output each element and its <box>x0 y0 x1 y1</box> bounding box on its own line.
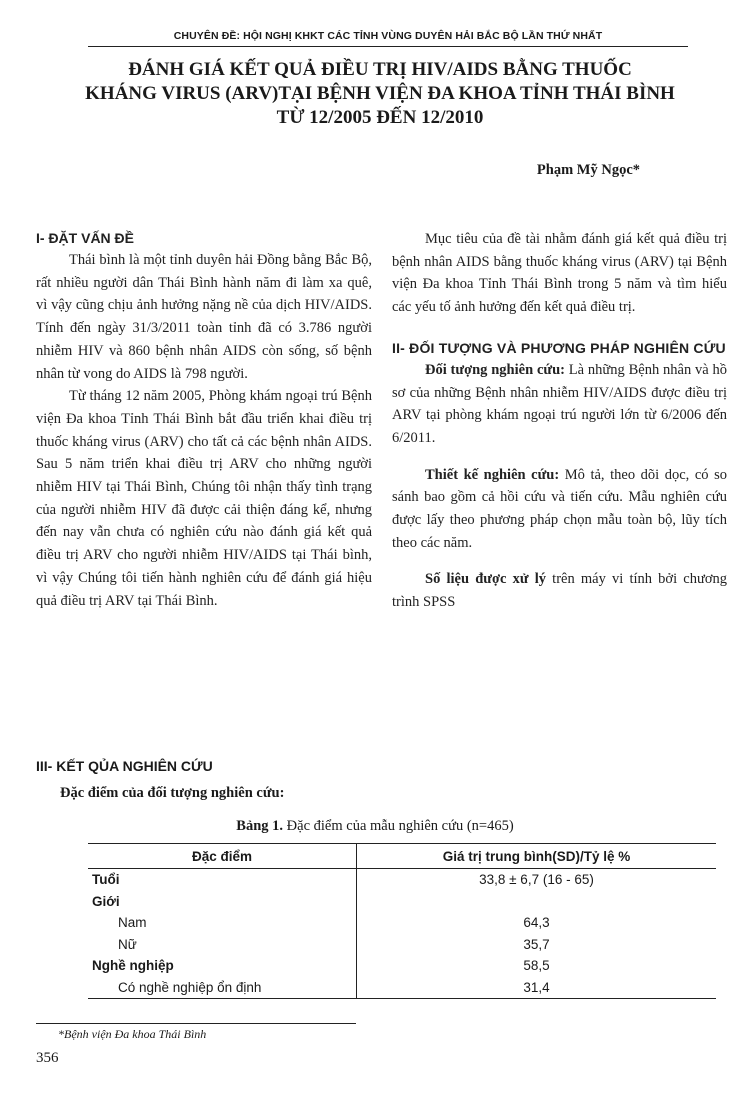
section-heading-methods: II- ĐỐI TƯỢNG VÀ PHƯƠNG PHÁP NGHIÊN CỨU <box>392 339 726 356</box>
author: Phạm Mỹ Ngọc* <box>536 162 640 178</box>
right-column <box>392 228 727 614</box>
table-cell-label: Giới <box>88 891 357 913</box>
intro-paragraph-1: Thái bình là một tỉnh duyên hải Đồng bằng Bắc Bộ, rất nhiều người dân Thái Bình hành năm đi làm xa quê, vì vậy cũng chịu ảnh hưởng nặng nề của dịch HIV/AIDS. Tính đến ngày 31/3/2011 toàn tỉnh đã có 3.786 người nhiễm HIV và 860 bệnh nhân AIDS còn sống, số bệnh nhân từ vong do AIDS là 798 người. <box>36 252 372 382</box>
table-row <box>88 891 716 913</box>
intro-paragraph-2: Từ tháng 12 năm 2005, Phòng khám ngoại trú Bệnh viện Đa khoa Tỉnh Thái Bình bắt đầu triển khai điều trị thuốc kháng virus (ARV) cho tất cả các bệnh nhân AIDS. Sau 5 năm triển khai điều trị ARV cho những người nhiễm HIV tại Thái Bình, Chúng tôi nhận thấy tình trạng của người nhiễm HIV đã được cải thiện đáng kể, nhưng đến nay vẫn chưa có nghiên cứu nào đánh giá kết quả điều trị ARV cho người nhiễm HIV/AIDS tại Thái bình, vì vậy Chúng tôi tiến hành nghiên cứu để đánh giá hiệu quả điều trị ARV tại Thái Bình. <box>36 388 372 609</box>
title-line-1: ĐÁNH GIÁ KẾT QUẢ ĐIỀU TRỊ HIV/AIDS BẰNG THUỐC <box>128 59 632 80</box>
subjects-paragraph <box>392 359 727 450</box>
running-header: CHUYÊN ĐỀ: HỘI NGHỊ KHKT CÁC TỈNH VÙNG DUYÊN HẢI BẮC BỘ LẦN THỨ NHẤT <box>173 30 603 42</box>
table-row <box>88 869 716 891</box>
subjects-lead: Đối tượng nghiên cứu: <box>425 361 565 378</box>
section-heading-intro: I- ĐẶT VẤN ĐỀ <box>36 230 134 246</box>
table-header-value: Giá trị trung bình(SD)/Tỷ lệ % <box>357 844 717 869</box>
table-cell-value: 33,8 ± 6,7 (16 - 65) <box>479 872 594 888</box>
footnote: *Bệnh viện Đa khoa Thái Bình <box>58 1027 207 1041</box>
design-text: Mô tả, theo dõi dọc, có so sánh bao gồm cả hồi cứu và tiến cứu. Mẫu nghiên cứu được lấy theo phương pháp chọn mẫu toàn bộ, lũy tích theo các năm. <box>392 466 727 551</box>
data-text: trên máy vi tính bởi chương trình SPSS <box>392 571 727 611</box>
table-caption-text: Đặc điểm của mẫu nghiên cứu (n=465) <box>283 818 514 834</box>
table-row <box>88 977 716 999</box>
table-caption <box>0 818 750 835</box>
table-row <box>88 934 716 956</box>
table-cell-value: 58,5 <box>523 958 550 974</box>
left-column <box>36 228 372 612</box>
data-processing-paragraph <box>392 568 727 613</box>
subjects-text: Là những Bệnh nhân và hồ sơ của những Bệnh nhân nhiễm HIV/AIDS được điều trị ARV tại phòng khám ngoại trú người lớn từ 6/2006 đến 6/2011. <box>392 361 727 446</box>
table-cell-label: Nữ <box>88 934 357 956</box>
table-header-characteristic: Đặc điểm <box>88 844 357 869</box>
characteristics-table <box>88 843 716 999</box>
table-row <box>88 955 716 977</box>
table-cell-value: 35,7 <box>523 936 550 952</box>
design-lead: Thiết kế nghiên cứu: <box>425 466 560 483</box>
paper-title <box>40 58 720 130</box>
table-cell-value: 64,3 <box>523 915 550 931</box>
header-rule <box>88 46 688 47</box>
table-header-row <box>88 844 716 869</box>
table-cell-label: Tuổi <box>88 869 357 891</box>
title-line-3: TỪ 12/2005 ĐẾN 12/2010 <box>276 107 484 128</box>
table-caption-label: Bảng 1. <box>236 818 284 834</box>
table-cell-value: 31,4 <box>357 977 717 999</box>
table-cell-label: Có nghề nghiệp ổn định <box>88 977 357 999</box>
table-row <box>88 912 716 934</box>
results-subheading: Đặc điểm của đối tượng nghiên cứu: <box>60 785 285 801</box>
data-lead: Số liệu được xử lý <box>425 571 546 588</box>
footnote-rule <box>36 1023 356 1024</box>
table-cell-value <box>357 891 717 913</box>
section-heading-results: III- KẾT QỦA NGHIÊN CỨU <box>36 758 213 774</box>
table-cell-label: Nam <box>88 912 357 934</box>
table-cell-label: Nghề nghiệp <box>88 955 357 977</box>
title-line-2: KHÁNG VIRUS (ARV)TẠI BỆNH VIỆN ĐA KHOA TỈNH THÁI BÌNH <box>85 83 675 104</box>
design-paragraph <box>392 464 727 555</box>
page-number: 356 <box>36 1050 59 1066</box>
objective-paragraph: Mục tiêu của đề tài nhằm đánh giá kết quả điều trị bệnh nhân AIDS bằng thuốc kháng virus (ARV) tại Bệnh viện Đa khoa Tỉnh Thái Bình trong 5 năm và tìm hiểu các yếu tố ảnh hưởng đến kết quả điều trị. <box>392 231 727 316</box>
